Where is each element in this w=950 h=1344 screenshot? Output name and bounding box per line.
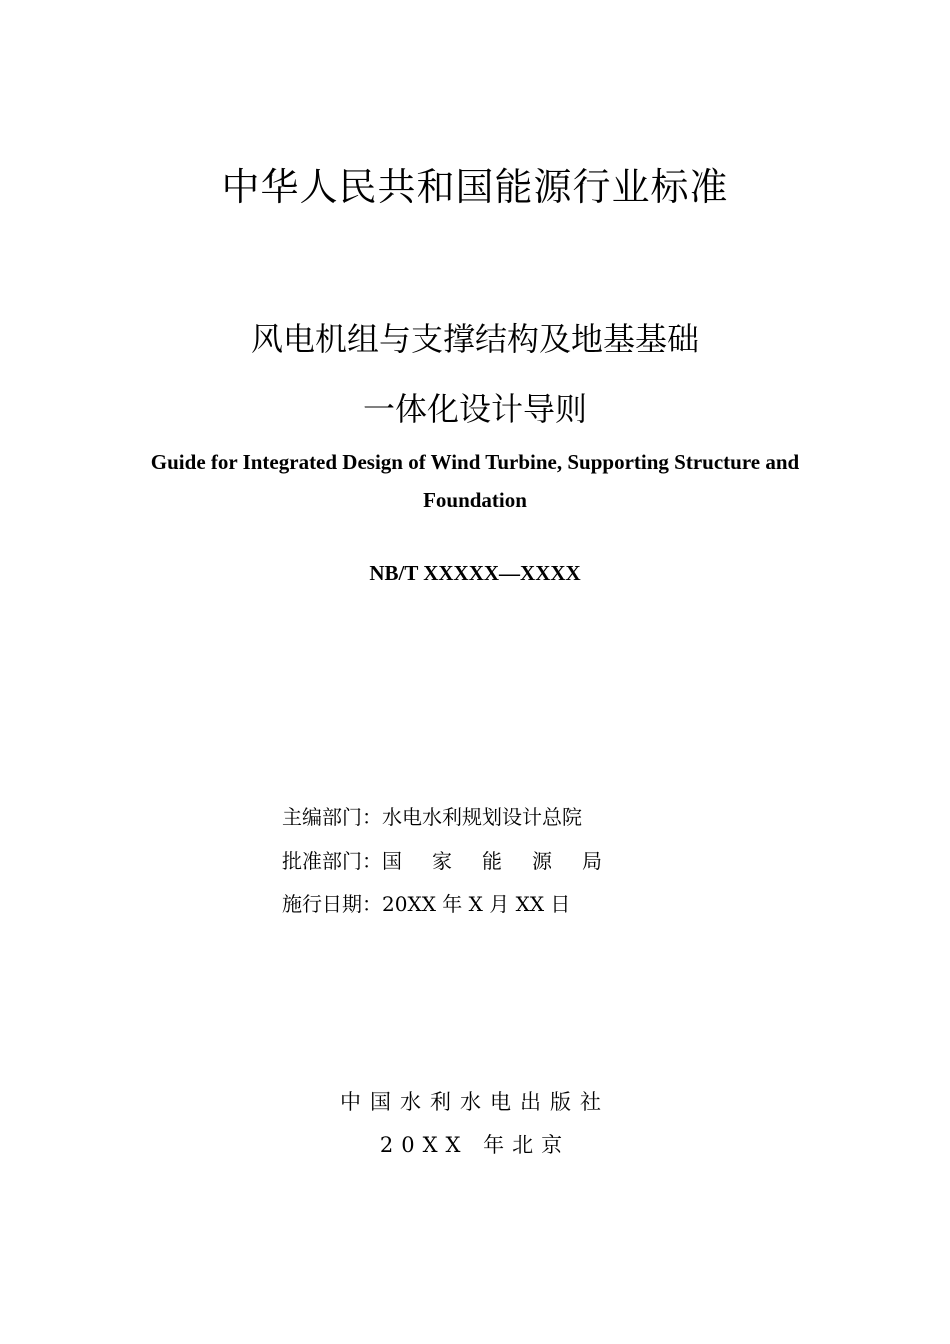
effective-date-row: [282, 888, 570, 917]
industry-standard-title: 中华人民共和国能源行业标准: [221, 165, 729, 209]
approver-row: [282, 845, 602, 874]
date-value: 20XX 年 X 月 XX 日: [382, 892, 571, 916]
document-title-cn-line2: 一体化设计导则: [362, 390, 587, 428]
approver-char: 能: [482, 849, 502, 873]
approver-char: 源: [532, 849, 552, 873]
approver-label: 批准部门：: [282, 849, 382, 873]
document-title-en-line2: Foundation: [423, 488, 527, 512]
date-label: 施行日期：: [282, 892, 382, 916]
editor-value: 水电水利规划设计总院: [382, 805, 582, 829]
document-title-en-line1: Guide for Integrated Design of Wind Turbine, Supporting Structure and: [150, 450, 800, 474]
approver-char: 家: [432, 849, 452, 873]
publisher-name: 中国水利水电出版社: [340, 1090, 610, 1114]
editor-label: 主编部门：: [282, 805, 382, 829]
approver-value: [382, 849, 602, 873]
approver-char: 局: [582, 849, 602, 873]
approver-char: 国: [382, 849, 402, 873]
document-title-cn-line1: 风电机组与支撑结构及地基基础: [250, 320, 699, 358]
publication-place-year: 20XX 年北京: [379, 1133, 571, 1157]
editor-row: [282, 801, 582, 830]
standard-code: NB/T XXXXX—XXXX: [369, 561, 581, 585]
